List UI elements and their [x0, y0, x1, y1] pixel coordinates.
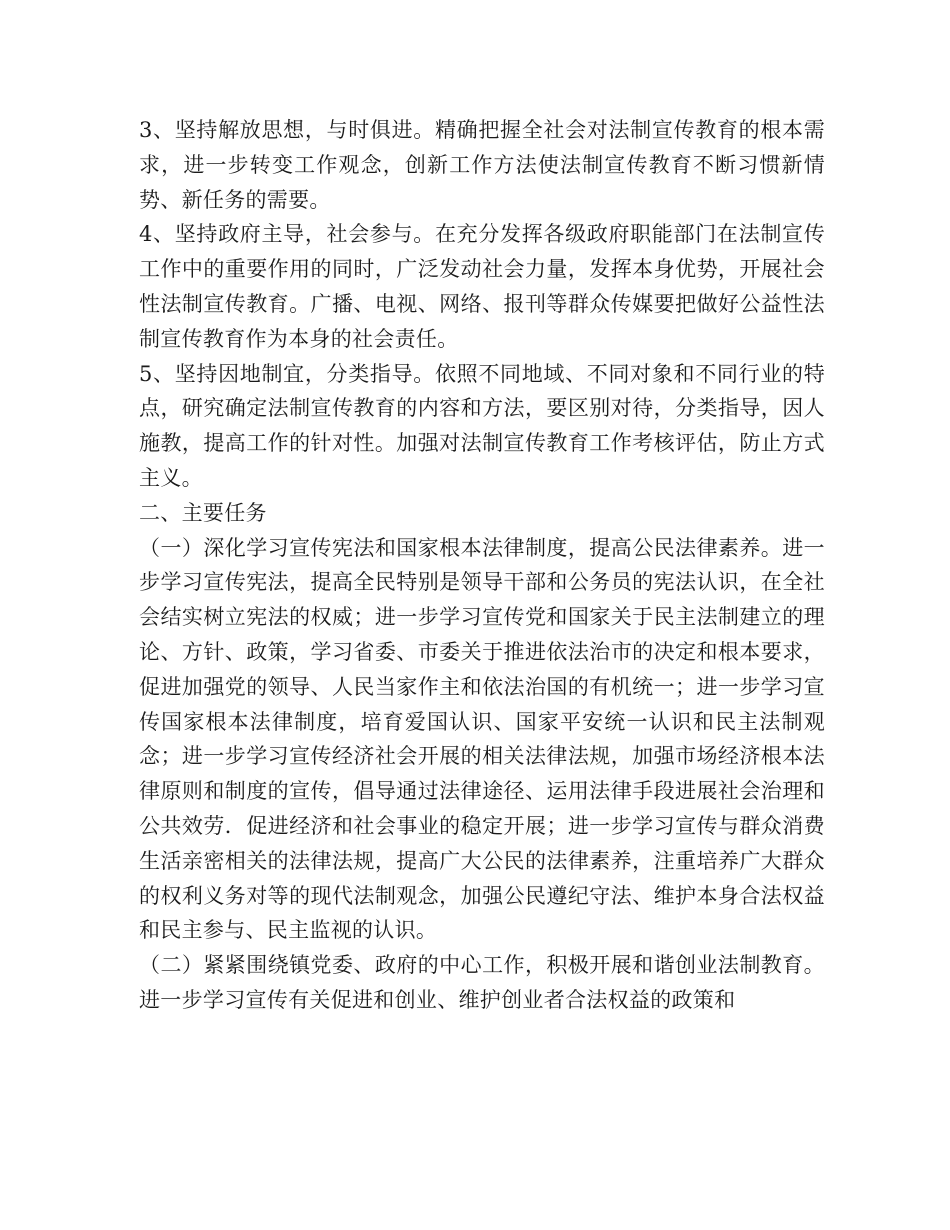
paragraph-task-1: （一）深化学习宣传宪法和国家根本法律制度，提高公民法律素养。进一步学习宣传宪法，提高全民特别是领导干部和公务员的宪法认识，在全社会结实树立宪法的权威；进一步学习宣传党和国家关于民主法制建立的理论、方针、政策，学习省委、市委关于推进依法治市的决定和根本要求，促进加强党的领导、人民当家作主和依法治国的有机统一；进一步学习宣传国家根本法律制度，培育爱国认识、国家平安统一认识和民主法制观念；进一步学习宣传经济社会开展的相关法律法规，加强市场经济根本法律原则和制度的宣传，倡导通过法律途径、运用法律手段进展社会治理和公共效劳．促进经济和社会事业的稳定开展；进一步学习宣传与群众消费生活亲密相关的法律法规，提高广大公民的法律素养，注重培养广大群众的权利义务对等的现代法制观念，加强公民遵纪守法、维护本身合法权益和民主参与、民主监视的认识。	[139, 535, 825, 943]
paragraph-task-2: （二）紧紧围绕镇党委、政府的中心工作，积极开展和谐创业法制教育。进一步学习宣传有关促进和创业、维护创业者合法权益的政策和	[139, 953, 825, 1012]
section-heading-main-tasks: 二、主要任务	[139, 500, 267, 525]
paragraph-principle-5: 5、坚持因地制宜，分类指导。依照不同地域、不同对象和不同行业的特点，研究确定法制宣传教育的内容和方法，要区别对待，分类指导，因人施教，提高工作的针对性。加强对法制宣传教育工作考核评估，防止方式主义。	[139, 361, 825, 490]
paragraph-principle-4: 4、坚持政府主导，社会参与。在充分发挥各级政府职能部门在法制宣传工作中的重要作用的同时，广泛发动社会力量，发挥本身优势，开展社会性法制宣传教育。广播、电视、网络、报刊等群众传媒要把做好公益性法制宣传教育作为本身的社会责任。	[139, 222, 825, 351]
paragraph-principle-3: 3、坚持解放思想，与时俱进。精确把握全社会对法制宣传教育的根本需求，进一步转变工作观念，创新工作方法使法制宣传教育不断习惯新情势、新任务的需要。	[139, 118, 825, 212]
document-body	[139, 113, 825, 1018]
